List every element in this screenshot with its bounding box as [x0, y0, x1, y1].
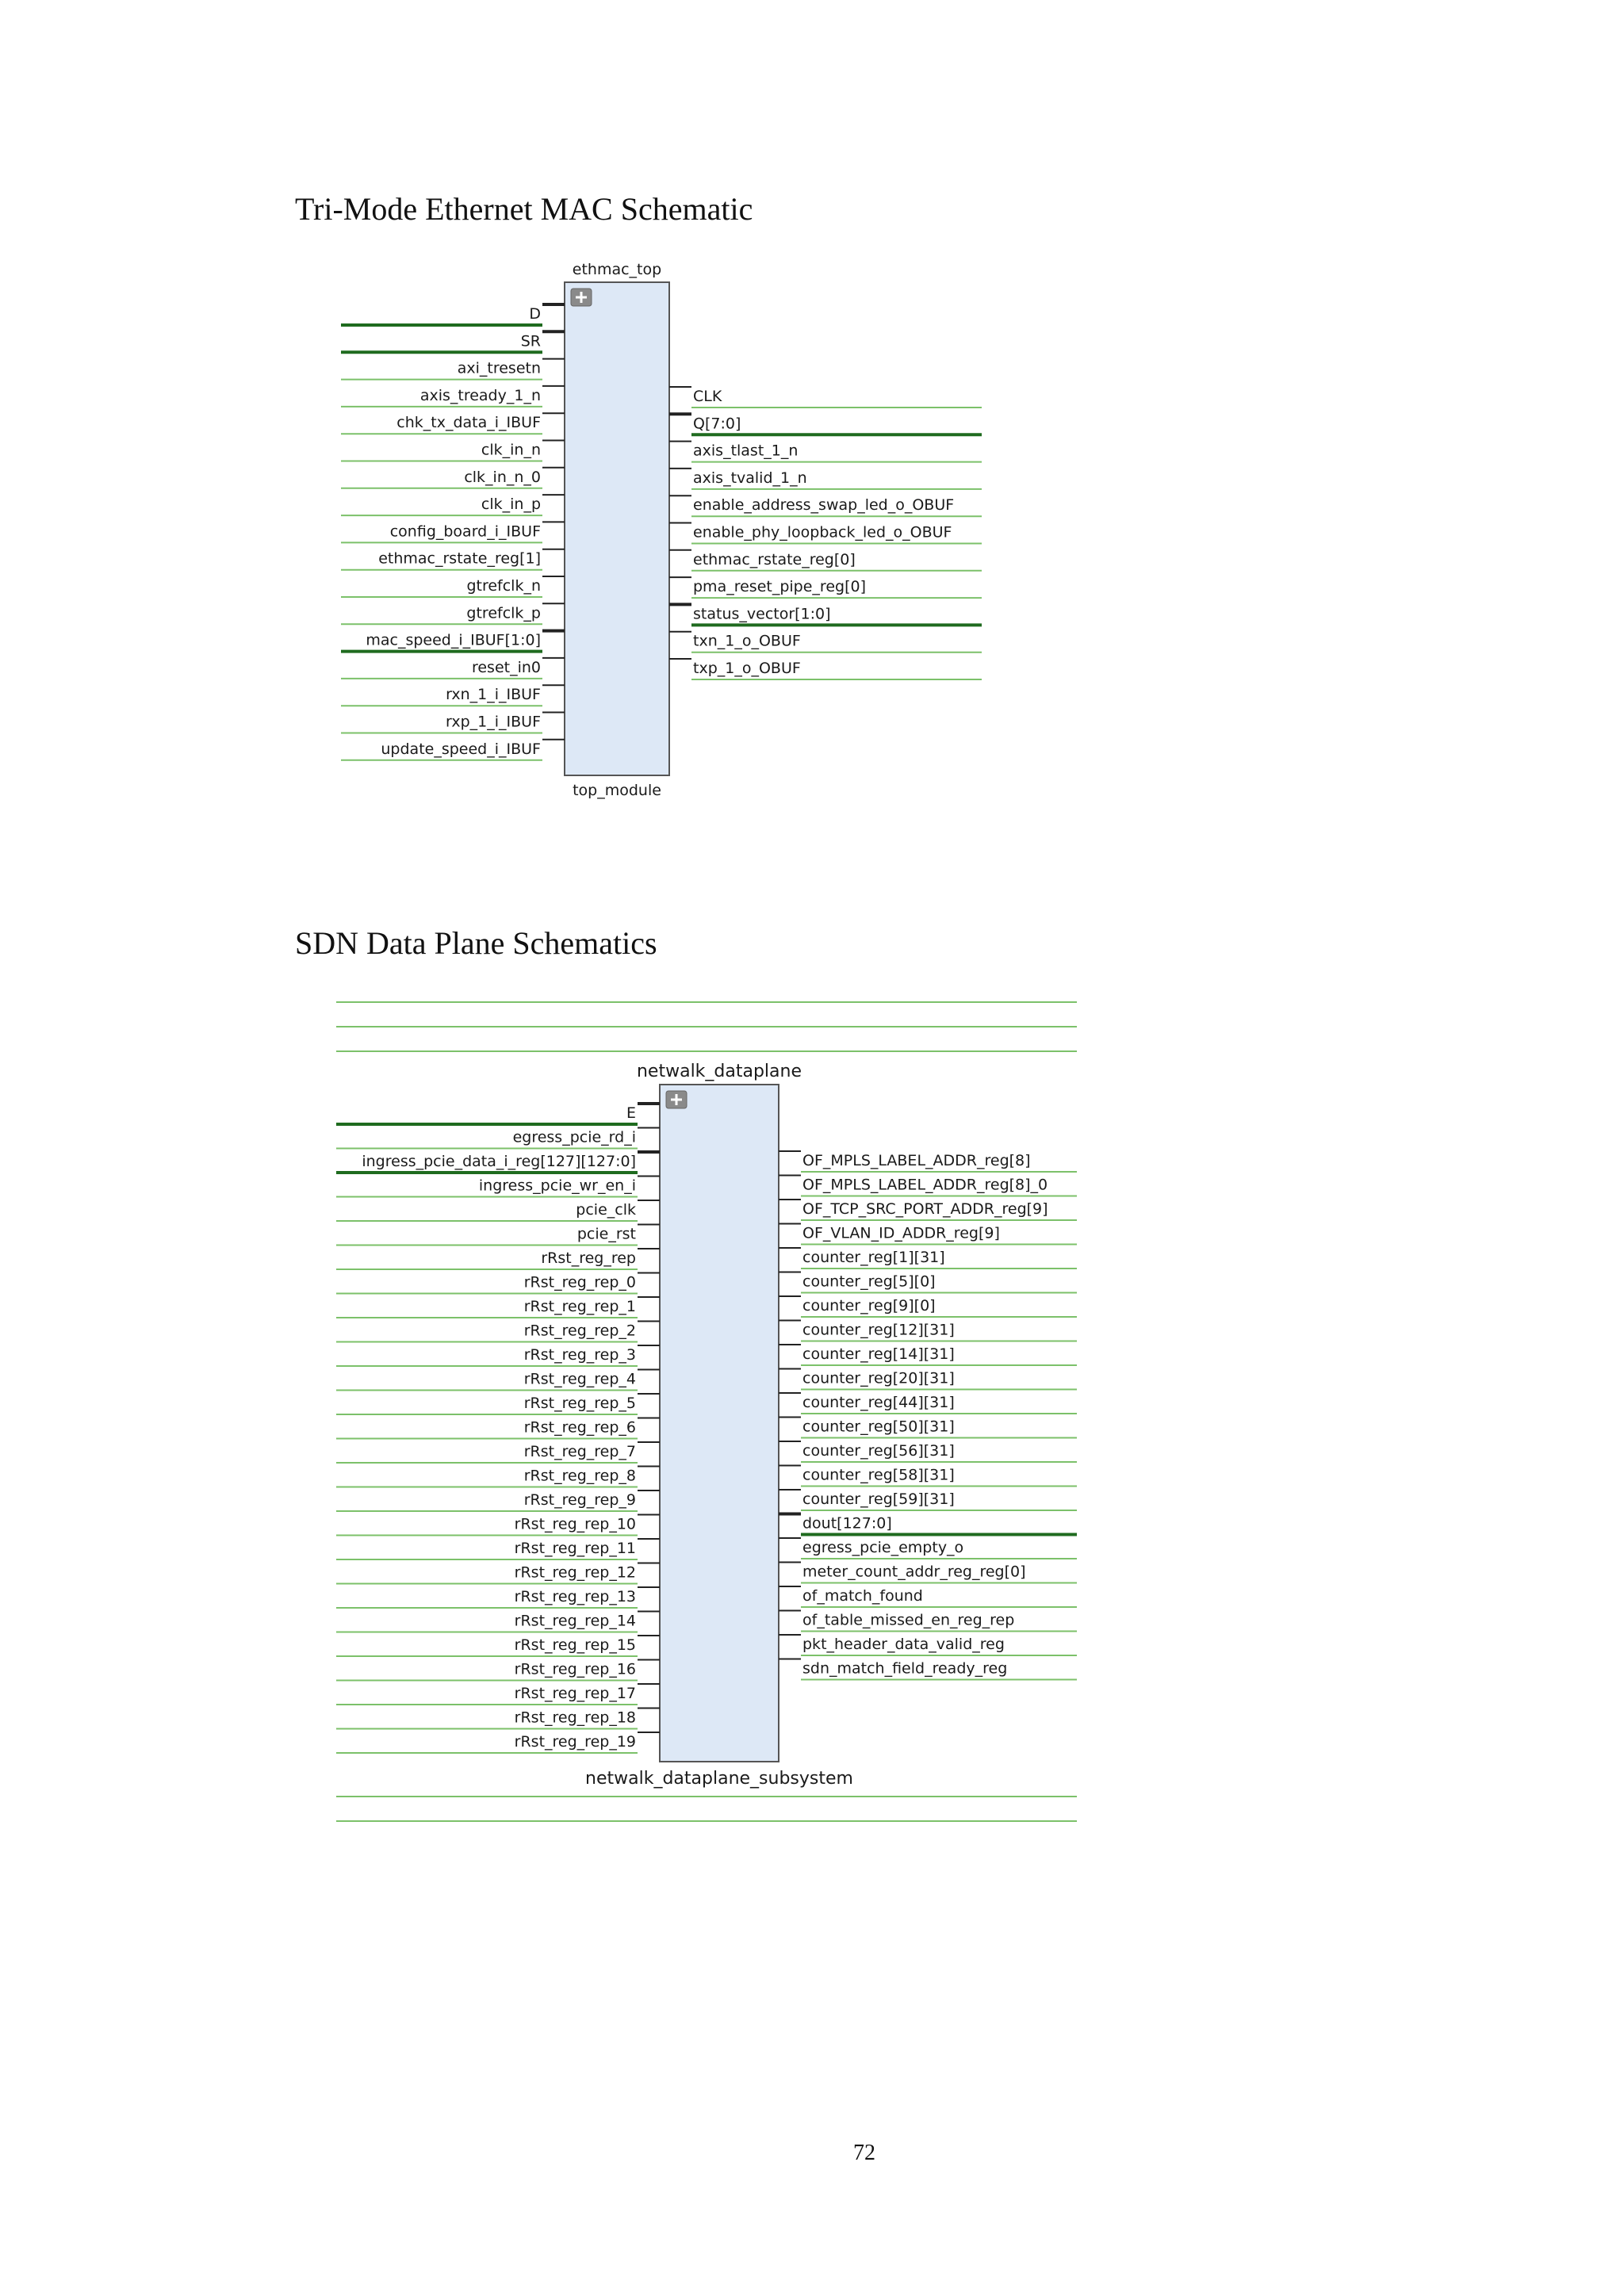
- mac-output-pin-label[interactable]: enable_phy_loopback_led_o_OBUF: [693, 523, 952, 541]
- mac-expand-button[interactable]: [571, 289, 592, 306]
- sdn-output-pin-label[interactable]: meter_count_addr_reg_reg[0]: [802, 1563, 1026, 1581]
- mac-output-pin-label[interactable]: pma_reset_pipe_reg[0]: [693, 578, 866, 596]
- mac-input-pin-label[interactable]: update_speed_i_IBUF: [381, 740, 541, 758]
- sdn-input-pin-label[interactable]: rRst_reg_rep_9: [523, 1491, 636, 1509]
- sdn-output-pin-label[interactable]: counter_reg[50][31]: [802, 1418, 955, 1436]
- sdn-input-pin-label[interactable]: rRst_reg_rep_16: [514, 1660, 636, 1678]
- mac-input-pin-label[interactable]: chk_tx_data_i_IBUF: [396, 414, 541, 432]
- sdn-input-pin-label[interactable]: rRst_reg_rep_4: [523, 1370, 636, 1388]
- mac-input-pin-label[interactable]: clk_in_p: [481, 496, 541, 514]
- mac-input-pin-label[interactable]: D: [529, 305, 541, 323]
- sdn-output-pin-label[interactable]: counter_reg[58][31]: [802, 1466, 955, 1484]
- sdn-output-pin-label[interactable]: egress_pcie_empty_o: [802, 1539, 964, 1556]
- sdn-output-pin-label[interactable]: counter_reg[1][31]: [802, 1249, 945, 1266]
- mac-instance-name: ethmac_top: [572, 261, 662, 278]
- sdn-input-pin-label[interactable]: rRst_reg_rep_6: [523, 1418, 636, 1437]
- mac-input-pin-label[interactable]: rxn_1_i_IBUF: [446, 686, 541, 704]
- sdn-input-pin-label[interactable]: rRst_reg_rep_10: [514, 1515, 636, 1533]
- mac-input-pin-label[interactable]: rxp_1_i_IBUF: [446, 713, 541, 731]
- mac-output-pin-label[interactable]: txn_1_o_OBUF: [693, 632, 801, 650]
- page-number: 72: [853, 2141, 875, 2165]
- mac-block[interactable]: [565, 282, 669, 775]
- sdn-input-pin-label[interactable]: rRst_reg_rep_18: [514, 1709, 636, 1727]
- sdn-output-pin-label[interactable]: sdn_match_field_ready_reg: [802, 1659, 1008, 1678]
- mac-input-pin-label[interactable]: ethmac_rstate_reg[1]: [378, 549, 541, 568]
- mac-output-pin-label[interactable]: axis_tvalid_1_n: [693, 469, 807, 487]
- mac-cell-name: top_module: [573, 782, 661, 799]
- sdn-expand-button[interactable]: [666, 1091, 687, 1108]
- sdn-output-pin-label[interactable]: counter_reg[20][31]: [802, 1369, 955, 1387]
- sdn-input-pin-label[interactable]: ingress_pcie_wr_en_i: [478, 1177, 636, 1195]
- sdn-instance-name: netwalk_dataplane: [636, 1062, 802, 1081]
- sdn-input-pin-label[interactable]: pcie_rst: [576, 1225, 636, 1243]
- sdn-output-pin-label[interactable]: of_table_missed_en_reg_rep: [802, 1611, 1015, 1629]
- sdn-schematic-heading: SDN Data Plane Schematics: [295, 925, 657, 961]
- sdn-output-pin-label[interactable]: counter_reg[12][31]: [802, 1321, 955, 1339]
- sdn-output-pin-label[interactable]: counter_reg[9][0]: [802, 1297, 936, 1314]
- sdn-input-pin-label[interactable]: rRst_reg_rep_3: [523, 1346, 636, 1364]
- mac-input-pin-label[interactable]: mac_speed_i_IBUF[1:0]: [366, 631, 541, 649]
- mac-input-pin-label[interactable]: clk_in_n: [481, 441, 541, 459]
- sdn-input-pin-label[interactable]: rRst_reg_rep_7: [523, 1443, 636, 1460]
- mac-input-pin-label[interactable]: SR: [520, 332, 541, 350]
- sdn-input-pin-label[interactable]: rRst_reg_rep_14: [514, 1612, 636, 1630]
- sdn-output-pin-label[interactable]: counter_reg[59][31]: [802, 1490, 955, 1508]
- sdn-output-pin-label[interactable]: dout[127:0]: [802, 1514, 892, 1533]
- sdn-input-pin-label[interactable]: ingress_pcie_data_i_reg[127][127:0]: [362, 1153, 636, 1170]
- mac-output-pin-label[interactable]: status_vector[1:0]: [693, 605, 831, 623]
- sdn-input-pin-label[interactable]: rRst_reg_rep_0: [523, 1273, 636, 1292]
- sdn-input-pin-label[interactable]: rRst_reg_rep_2: [523, 1322, 636, 1340]
- mac-input-pin-label[interactable]: gtrefclk_p: [466, 604, 541, 622]
- sdn-input-pin-label[interactable]: rRst_reg_rep_19: [514, 1733, 636, 1751]
- mac-input-pin-label[interactable]: axi_tresetn: [457, 359, 541, 377]
- sdn-cell-name: netwalk_dataplane_subsystem: [585, 1769, 853, 1789]
- sdn-output-pin-label[interactable]: counter_reg[56][31]: [802, 1442, 955, 1460]
- sdn-output-pin-label[interactable]: counter_reg[5][0]: [802, 1272, 936, 1291]
- sdn-block[interactable]: [660, 1085, 779, 1762]
- mac-schematic-heading: Tri-Mode Ethernet MAC Schematic: [295, 191, 753, 227]
- mac-input-pin-label[interactable]: clk_in_n_0: [464, 468, 541, 486]
- mac-output-pin-label[interactable]: Q[7:0]: [693, 415, 741, 433]
- sdn-schematic: [336, 1002, 1077, 1821]
- sdn-input-pin-label[interactable]: rRst_reg_rep_15: [514, 1636, 636, 1654]
- mac-input-pin-label[interactable]: reset_in0: [471, 658, 541, 676]
- sdn-output-pin-label[interactable]: OF_VLAN_ID_ADDR_reg[9]: [802, 1224, 1000, 1242]
- sdn-output-pin-label[interactable]: counter_reg[44][31]: [802, 1394, 955, 1411]
- sdn-input-pin-label[interactable]: E: [626, 1104, 636, 1122]
- sdn-input-pin-label[interactable]: egress_pcie_rd_i: [512, 1128, 636, 1146]
- mac-output-pin-label[interactable]: txp_1_o_OBUF: [693, 660, 801, 677]
- mac-output-pin-label[interactable]: CLK: [693, 388, 722, 405]
- mac-input-pin-label[interactable]: config_board_i_IBUF: [389, 522, 541, 541]
- sdn-output-pin-label[interactable]: of_match_found: [802, 1587, 923, 1605]
- sdn-input-pin-label[interactable]: rRst_reg_rep_5: [523, 1395, 636, 1412]
- sdn-input-pin-label[interactable]: rRst_reg_rep_1: [523, 1298, 636, 1315]
- sdn-output-pin-label[interactable]: OF_MPLS_LABEL_ADDR_reg[8]_0: [802, 1176, 1048, 1194]
- mac-input-pin-label[interactable]: axis_tready_1_n: [419, 386, 541, 404]
- sdn-input-pin-label[interactable]: pcie_clk: [576, 1201, 636, 1219]
- mac-input-pin-label[interactable]: gtrefclk_n: [466, 577, 541, 595]
- sdn-output-pin-label[interactable]: pkt_header_data_valid_reg: [802, 1636, 1005, 1653]
- mac-schematic: [341, 261, 982, 799]
- sdn-output-pin-label[interactable]: OF_TCP_SRC_PORT_ADDR_reg[9]: [802, 1200, 1048, 1218]
- sdn-input-pin-label[interactable]: rRst_reg_rep_17: [514, 1685, 636, 1702]
- sdn-input-pin-label[interactable]: rRst_reg_rep_8: [523, 1467, 636, 1485]
- sdn-output-pin-label[interactable]: counter_reg[14][31]: [802, 1345, 955, 1363]
- mac-output-pin-label[interactable]: enable_address_swap_led_o_OBUF: [693, 496, 955, 515]
- mac-output-pin-label[interactable]: ethmac_rstate_reg[0]: [693, 550, 856, 568]
- sdn-output-pin-label[interactable]: OF_MPLS_LABEL_ADDR_reg[8]: [802, 1152, 1031, 1169]
- sdn-input-pin-label[interactable]: rRst_reg_rep: [541, 1249, 636, 1267]
- sdn-input-pin-label[interactable]: rRst_reg_rep_13: [514, 1588, 636, 1605]
- sdn-input-pin-label[interactable]: rRst_reg_rep_11: [514, 1540, 636, 1557]
- mac-output-pin-label[interactable]: axis_tlast_1_n: [693, 442, 799, 460]
- sdn-input-pin-label[interactable]: rRst_reg_rep_12: [514, 1563, 636, 1582]
